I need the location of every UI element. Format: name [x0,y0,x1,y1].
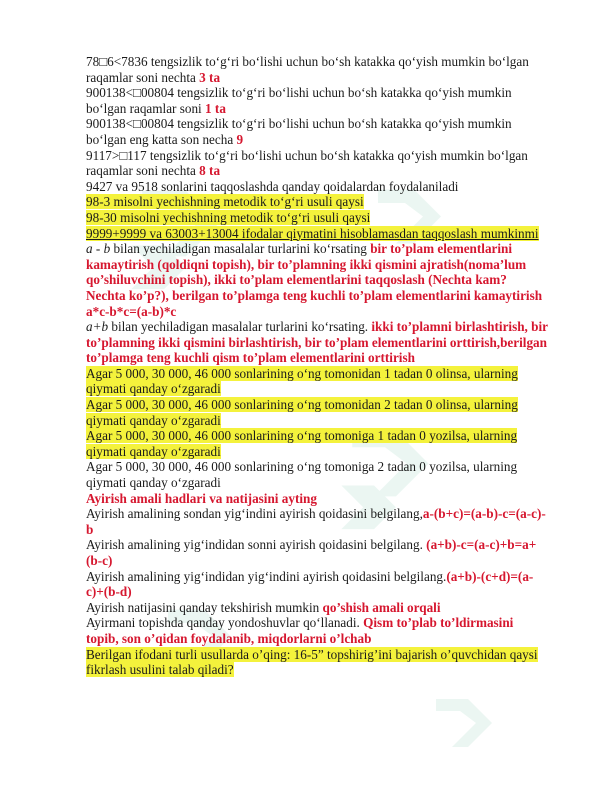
answer-text: qo’shish amali orqali [322,599,441,615]
question-text: 9117>□117 tengsizlik to‘g‘ri bo‘lishi uchun bo‘sh katakka qo‘yish mumkin bo‘lgan raqamlar soni nechta [86,147,528,179]
heading-text: Ayirish amali hadlari va natijasini ayting [86,490,317,506]
question-text: 900138<□00804 tengsizlik to‘g‘ri bo‘lishi uchun bo‘sh katakka qo‘yish mumkin bo‘lgan eng katta son necha [86,116,512,147]
watermark-logo [420,690,500,780]
question-paragraph [86,615,548,646]
document-body [86,54,548,678]
question-paragraph [86,179,548,195]
question-paragraph [86,148,548,179]
question-paragraph [86,600,548,616]
question-text: bilan yechiladigan masalalar turlarini ko‘rsating. [108,319,372,335]
question-text: 78□6<7836 tengsizlik to‘g‘ri bo‘lishi uchun bo‘sh katakka qo‘yish mumkin bo‘lgan raqamlar soni nechta [86,54,529,85]
question-paragraph [86,54,548,85]
question-paragraph [86,85,548,116]
answer-text: 3 ta [199,69,221,85]
answer-text: Qism to’plab to’ldirmasini topib, son o’qidan foydalanib, miqdorlarni o’lchab [86,615,514,646]
question-text: Ayirish amalining yig‘indidan yig‘indini ayirish qoidasini belgilang. [86,568,447,584]
question-paragraph-highlighted [86,647,548,678]
question-paragraph-highlighted [86,366,548,397]
question-paragraph [86,459,548,490]
answer-text: 1 ta [205,100,226,116]
question-text: 9999+9999 va 63003+13004 ifodalar qiymatini hisoblamasdan taqqoslash mumkinmi [86,225,539,241]
question-paragraph [86,241,548,319]
question-text: Agar 5 000, 30 000, 46 000 sonlarining o‘ng tomoniga 1 tadan 0 yozilsa, ularning qiymati qanday o‘zgaradi [86,428,518,459]
section-heading [86,491,548,507]
question-text: Ayirish amalining yig‘indidan sonni ayirish qoidasini belgilang. [86,537,427,553]
question-text: Ayirish natijasini qanday tekshirish mumkin [86,599,323,615]
question-text: bilan yechiladigan masalalar turlarini ko‘rsating [110,241,371,257]
question-text: Ayirish amalining sondan yig‘indini ayirish qoidasini belgilang, [86,506,423,522]
answer-text: ikki to’plamni birlashtirish, bir to’plamning ikki qismini birlashtirish, bir to’plam elementlarini orttirish,berilgan to’plamga teng kuchli qism to’plam elementlarini orttirish [86,319,548,366]
answer-text: bir to’plam elementlarini kamaytirish (qoldiqni topish), bir to’plamning ikki qismini ajratish(noma’lum qo’shiluvchini topish), ikki to’plam elementlarini taqqoslash (Nechta kam? Nechta ko’p?), berilgan to’plamga teng kuchli to’plam elementlarini kamaytirish a*c-b*c=(a-b)*c [86,241,543,319]
question-text: Berilgan ifodani turli usullarda o’qing: 16-5” topshirig’ini bajarish o’quvchidan qaysi fikrlash usulini talab qiladi? [86,646,538,678]
question-paragraph [86,319,548,366]
question-paragraph-highlighted [86,397,548,428]
question-paragraph [86,537,548,568]
question-text: 900138<□00804 tengsizlik to‘g‘ri bo‘lishi uchun bo‘sh katakka qo‘yish mumkin bo‘lgan raqamlar soni [86,85,512,116]
answer-text: 8 ta [199,163,221,179]
question-text: 98-3 misolni yechishning metodik to‘g‘ri usuli qaysi [86,194,364,210]
question-paragraph [86,116,548,147]
formula-prefix: a+b [86,319,109,335]
answer-text: 9 [236,131,244,147]
answer-text: (a+b)-(c+d)=(a-c)+(b-d) [86,568,534,600]
formula-prefix: a - b [86,241,111,257]
question-paragraph-highlighted [86,210,548,226]
question-paragraph-highlighted [86,428,548,459]
question-text: 98-30 misolni yechishning metodik to‘g‘ri usuli qaysi [86,209,371,225]
question-paragraph-highlighted [86,194,548,210]
question-text: Agar 5 000, 30 000, 46 000 sonlarining o‘ng tomonidan 2 tadan 0 olinsa, ularning qiymati qanday o‘zgaradi [86,397,518,428]
answer-text: (a+b)-c=(a-c)+b=a+(b-c) [86,537,537,568]
question-paragraph [86,569,548,600]
question-text: Ayirmani topishda qanday yondoshuvlar qo‘llanadi. [86,615,364,631]
question-paragraph [86,506,548,537]
question-text: Agar 5 000, 30 000, 46 000 sonlarining o‘ng tomonidan 1 tadan 0 olinsa, ularning qiymati qanday o‘zgaradi [86,365,518,397]
question-text: Agar 5 000, 30 000, 46 000 sonlarining o‘ng tomoniga 2 tadan 0 yozilsa, ularning qiymati qanday o‘zgaradi [86,459,518,491]
question-paragraph-highlighted [86,226,548,242]
question-text: 9427 va 9518 sonlarini taqqoslashda qanday qoidalardan foydalaniladi [86,178,459,194]
answer-text: a-(b+c)=(a-b)-c=(a-c)-b [86,506,546,537]
